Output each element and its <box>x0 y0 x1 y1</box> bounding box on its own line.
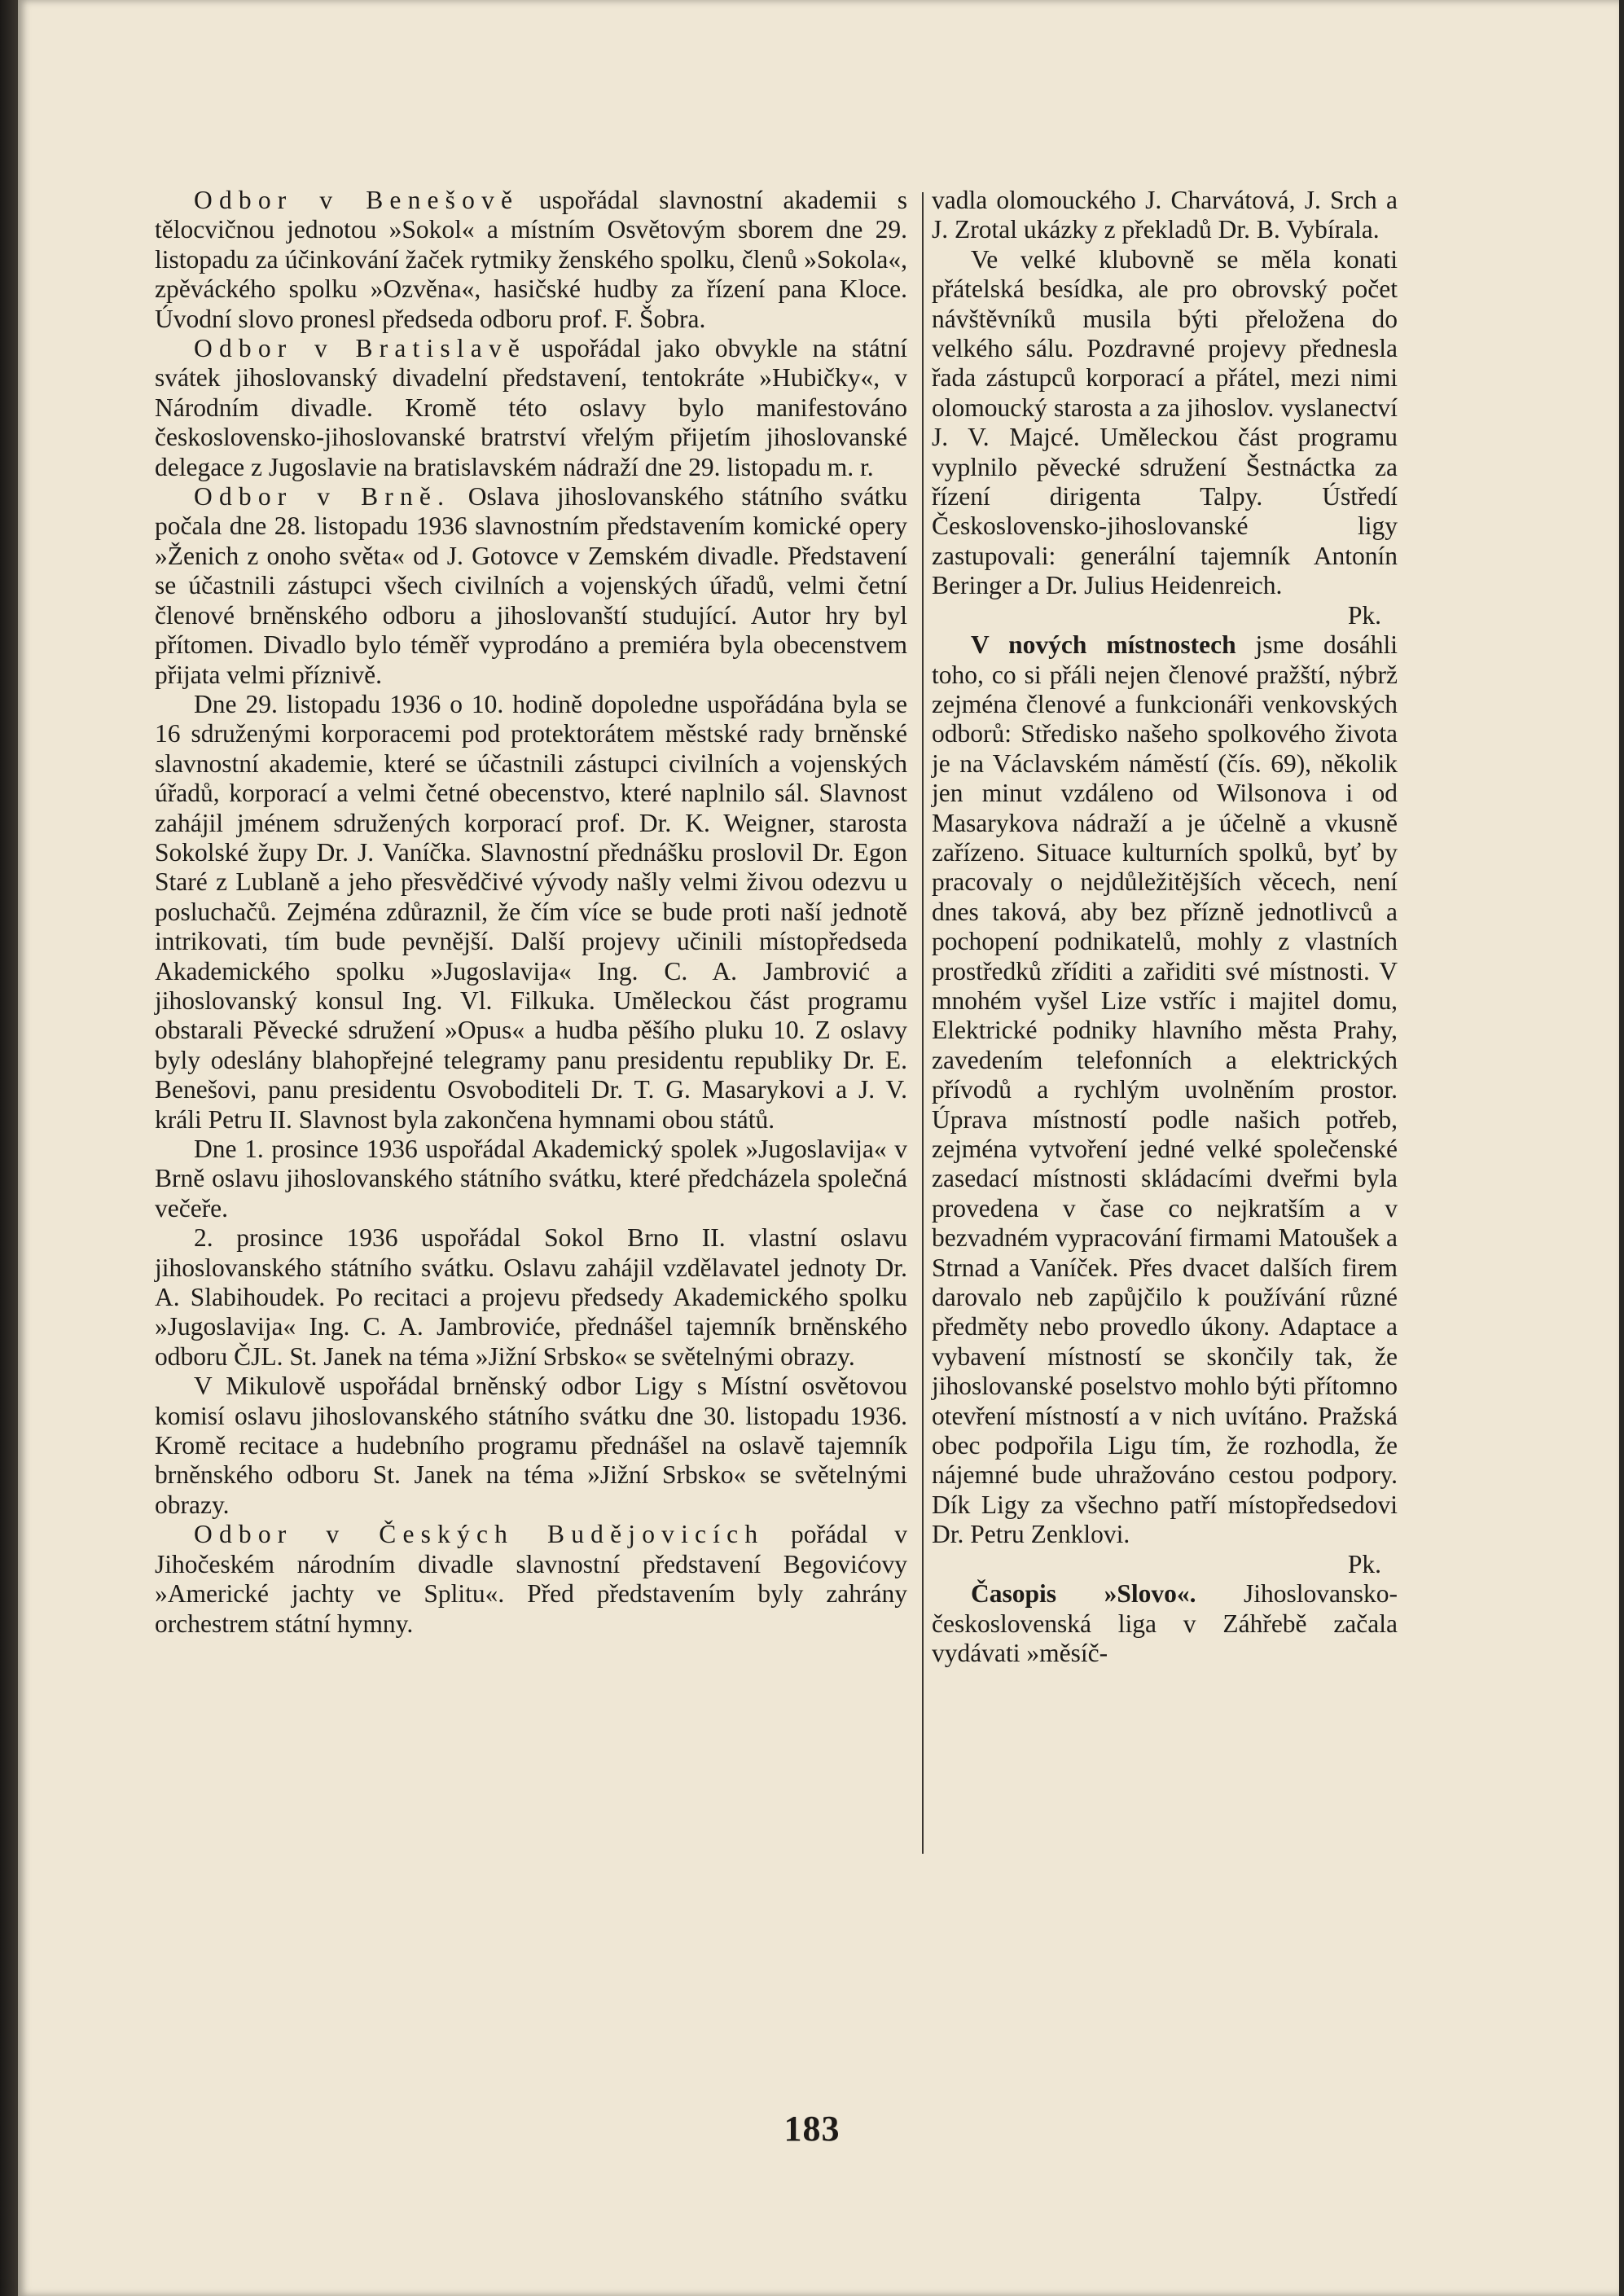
paragraph-slovo <box>932 1579 1398 1668</box>
page-number: 183 <box>783 2109 841 2149</box>
section-lead: Odbor v Českých Budějovicích <box>194 1520 765 1549</box>
section-heading: Časopis »Slovo«. <box>971 1579 1196 1609</box>
continuation-text: vadla olomouckého J. Charvátová, J. Srch a J. Zrotal ukázky z překladů Dr. B. Vybírala. <box>932 186 1398 244</box>
paragraph-text: 2. prosince 1936 uspořádal Sokol Brno II. vlastní oslavu jihoslovanského státního svátku. Oslavu zahájil vzdělavatel jednoty Dr. A. Slabihoudek. Po recitaci a projevu předsedy Akademického spolku »Jugoslavija« Ing. C. A. Jambroviće, přednášel tajemník brněnského odboru ČJL. St. Janek na téma »Jižní Srbsko« se světelnými obrazy. <box>155 1223 907 1371</box>
right-column <box>932 186 1398 1668</box>
paragraph-benesov <box>155 186 907 334</box>
paragraph-brno-academy <box>155 690 907 1135</box>
paragraph-mikulov <box>155 1372 907 1520</box>
section-lead: Odbor v Benešově <box>194 186 520 214</box>
paragraph-text: uspořádal slavnostní akademii s tělocvičnou jednotou »Sokol« a místním Osvětovým sborem dne 29. listopadu za účinkování žaček rytmiky ženského spolku, členů »Sokola«, zpěváckého spolku »Ozvěna«, hasičské hudby za řízení pana Kloce. Úvodní slovo pronesl předseda odboru prof. F. Šobra. <box>155 186 907 333</box>
left-column <box>155 186 907 1639</box>
paragraph-olomouc: Ve velké klubovně se měla konati přátelská besídka, ale pro obrovský počet návštěvníků musila býti přeložena do velkého sálu. Pozdravné projevy přednesla řada zástupců korporací a přátel, mezi nimi olomoucký starosta a za jihoslov. vyslanectví J. V. Majcé. Uměleckou část programu vyplnilo pěvecké sdružení Šestnáctka za řízení dirigenta Talpy. Ústředí Československo-jihoslovanské ligy zastupovali: generální tajemník Antonín Beringer a Dr. Julius Heidenreich. <box>932 244 1398 600</box>
section-heading: V nových místnostech <box>971 630 1236 660</box>
column-divider <box>922 192 924 1854</box>
paragraph-brno <box>155 482 907 690</box>
paragraph-text: Jihoslovansko-československá liga v Záhřebě začala vydávati »měsíč- <box>932 1579 1398 1667</box>
paragraph-new-premises <box>932 630 1398 1550</box>
paragraph-ceske-budejovice <box>155 1520 907 1639</box>
section-lead: Odbor v Brně. <box>194 482 451 511</box>
paragraph-text: uspořádal jako obvykle na státní svátek jihoslovanský divadelní představení, tentokráte »Hubičky«, v Národním divadle. Kromě této oslavy bylo manifestováno československo-jihoslovanské bratrství vřelým přijetím jihoslovanské delegace z Jugoslavie na bratislavském nádraží dne 29. listopadu m. r. <box>155 334 907 481</box>
page-edge <box>1619 0 1624 2296</box>
signature: Pk. <box>1347 1549 1381 1578</box>
signature: Pk. <box>1347 600 1381 630</box>
paragraph-jugoslavija <box>155 1135 907 1223</box>
paragraph-text: jsme dosáhli toho, co si přáli nejen členové pražští, nýbrž zejména členové a funkcionáři venkovských odborů: Středisko našeho spolkového života je na Václavském náměstí (čís. 69), několik jen minut vzdáleno od Wilsonova i od Masarykova nádraží a je účelně a vkusně zařízeno. Situace kulturních spolků, byť by pracovaly o nejdůležitějších věcech, není dnes taková, aby bez přízně jednotlivců a pochopení podnikatelů, mohly z vlastních prostředků zříditi a zařiditi své místnosti. V mnohém vyšel Lize vstříc i majitel domu, Elektrické podniky hlavního města Prahy, zavedením telefonních a elektrických přívodů a rychlým uvolněním prostor. Úprava místností podle našich potřeb, zejména vytvoření jedné velké společenské zasedací místnosti skládacími dveřmi byla provedena v čase co nejkratším a v bezvadném vypracování firmami Matoušek a Strnad a Vaníček. Přes dvacet dalších firem darovalo neb zapůjčilo k používání různé předměty nebo provedlo úkony. Adaptace a vybavení místností se skončily tak, že jihoslovanské poselstvo mohlo býti přítomno otevření místností a v nich uvítáno. Pražská obec podpořila Ligu tím, že rozhodla, že nájemné bude uhražováno cestou podpory. Dík Ligy za všechno patří místopředsedovi Dr. Petru Zenklovi. <box>932 630 1398 1549</box>
paragraph-sokol-brno <box>155 1223 907 1372</box>
paragraph-text: Dne 1. prosince 1936 uspořádal Akademický spolek »Jugoslavija« v Brně oslavu jihoslovanského státního svátku, které předcházela společná večeře. <box>155 1135 907 1223</box>
section-lead: Odbor v Bratislavě <box>194 334 527 363</box>
paragraph-text: pořádal v Jihočeském národním divadle slavnostní představení Begovićovy »Americké jachty ve Splitu«. Před představením byly zahrány orchestrem státní hymny. <box>155 1520 907 1638</box>
paragraph-text: Oslava jihoslovanského státního svátku počala dne 28. listopadu 1936 slavnostním představením komické opery »Ženich z onoho světa« od J. Gotovce v Zemském divadle. Představení se účastnili zástupci všech civilních a vojenských úřadů, velmi četní členové brněnského odboru a jihoslovanští studující. Autor hry byl přítomen. Divadlo bylo téměř vyprodáno a premiéra byla obecenstvem přijata velmi příznivě. <box>155 482 907 689</box>
paragraph-text: Dne 29. listopadu 1936 o 10. hodině dopoledne uspořádána byla se 16 sdruženými korporacemi pod protektorátem městské rady brněnské slavnostní akademie, které se účastnili zástupci civilních a vojenských úřadů, korporací a velmi četné obecenstvo, které naplnilo sál. Slavnost zahájil jménem sdružených korporací prof. Dr. K. Weigner, starosta Sokolské župy Dr. J. Vaníčka. Slavnostní přednášku proslovil Dr. Egon Staré z Lublaně a jeho přesvědčivé vývody našly velmi živou odezvu u posluchačů. Zejména zdůraznil, že čím více se bude proti naší jednotě intrikovati, tím bude pevnější. Další projevy učinili místopředseda Akademického spolku »Jugoslavija« Ing. C. A. Jambrović a jihoslovanský konsul Ing. Vl. Filkuka. Uměleckou část programu obstarali Pěvecké sdružení »Opus« a hudba pěšího pluku 10. Z oslavy byly odeslány blahopřejné telegramy panu presidentu republiky Dr. E. Benešovi, panu presidentu Osvoboditeli Dr. T. G. Masarykovi a J. V. králi Petru II. Slavnost byla zakončena hymnami obou států. <box>155 689 907 1134</box>
paragraph-text: V Mikulově uspořádal brněnský odbor Ligy s Místní osvětovou komisí oslavu jihoslovanského státního svátku dne 30. listopadu 1936. Kromě recitace a hudebního programu přednášel na oslavě tajemník brněnského odboru St. Janek na téma »Jižní Srbsko« se světelnými obrazy. <box>155 1372 907 1519</box>
book-spine <box>0 0 18 2296</box>
paragraph-bratislava <box>155 334 907 482</box>
